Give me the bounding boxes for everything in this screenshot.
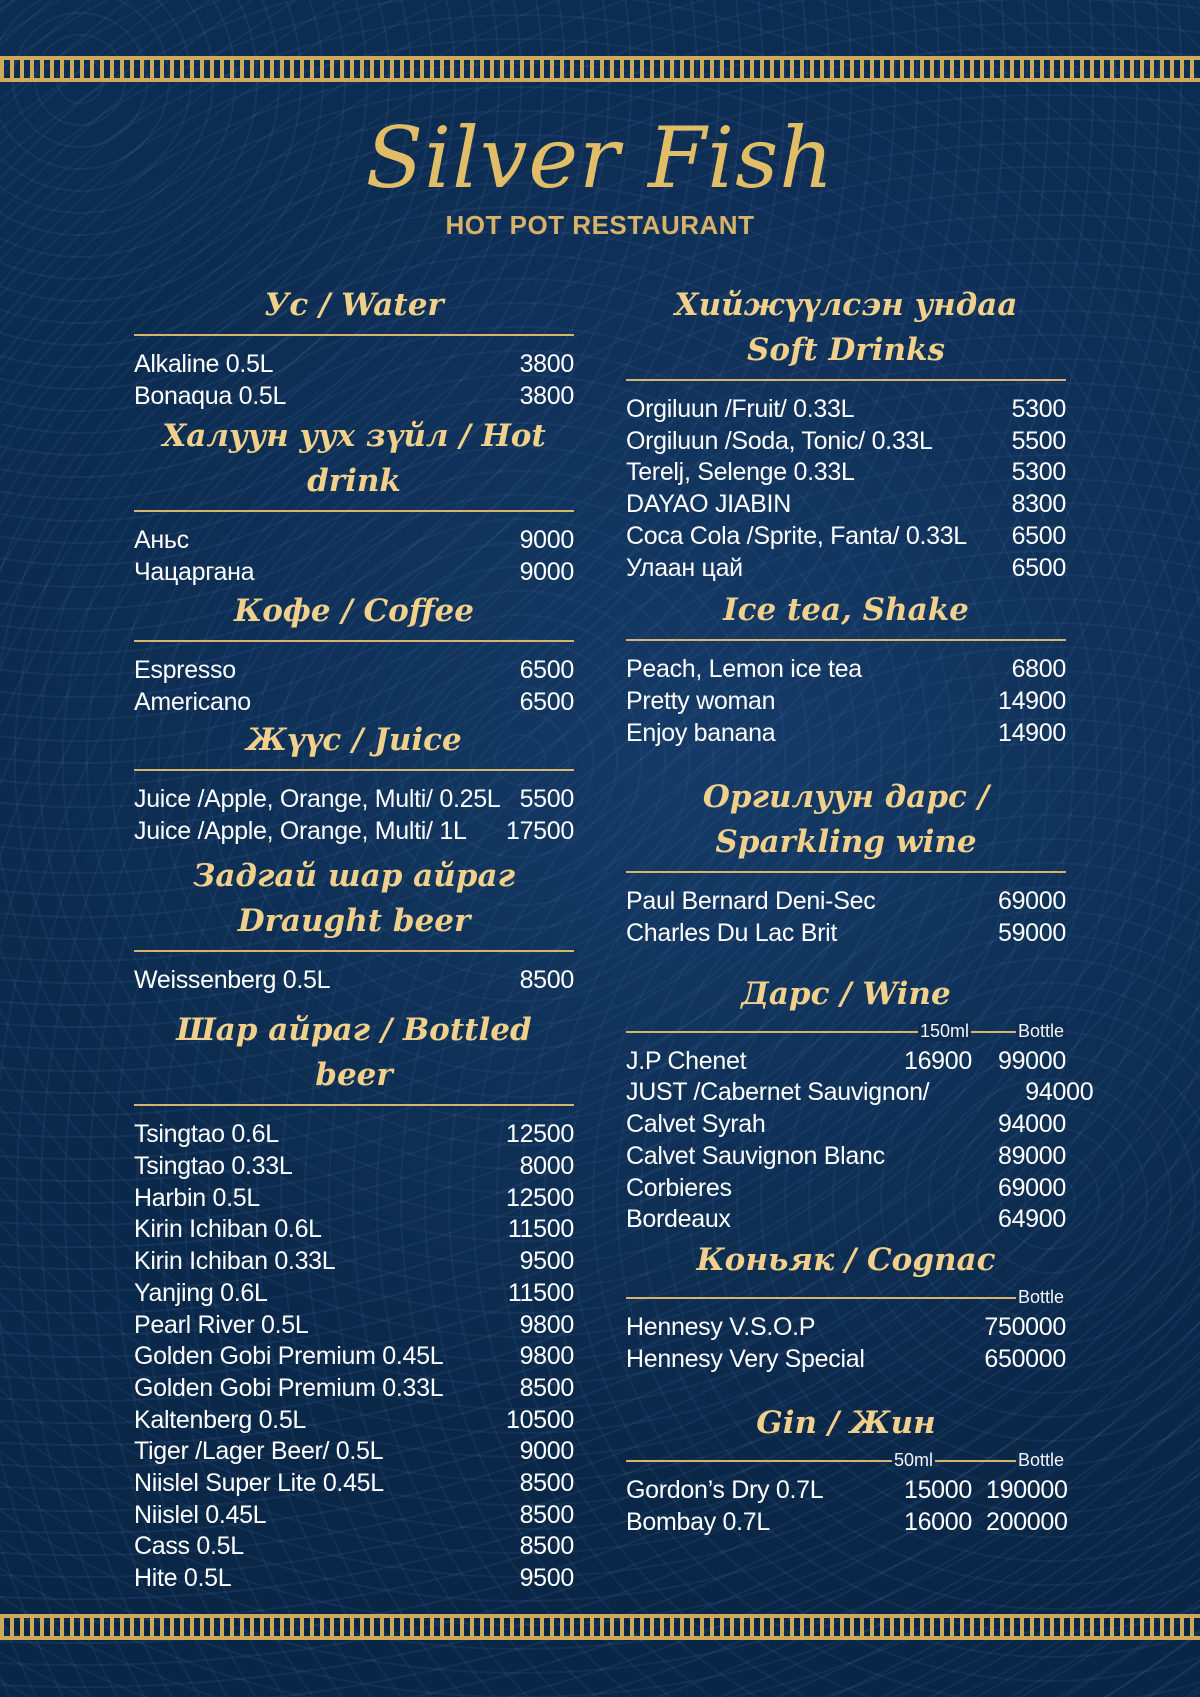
column-header-150ml: 150ml: [920, 1020, 970, 1041]
section-coffee: [134, 589, 574, 718]
item-price: 10500: [505, 1405, 574, 1434]
item-price: 6500: [1011, 553, 1066, 582]
item-price: 750000: [984, 1312, 1066, 1341]
wine-list: [626, 1046, 1094, 1236]
item-name: Bonaqua 0.5L: [134, 381, 287, 410]
menu-item: [134, 687, 574, 719]
item-price: 9000: [519, 526, 574, 555]
menu-item: [134, 1310, 574, 1342]
column-header-50ml: 50ml: [894, 1450, 934, 1471]
menu-item: [134, 1468, 574, 1500]
divider: [626, 379, 1066, 381]
section-heading: Дарс / Wine: [741, 975, 951, 1012]
menu-item: [134, 1341, 574, 1373]
section-juice: [134, 718, 574, 847]
item-price: 9500: [519, 1247, 574, 1276]
menu-item: [134, 784, 574, 816]
section-cognac: [626, 1238, 1066, 1375]
menu-left-column: [134, 283, 574, 1595]
item-price-bottle: 200000: [986, 1508, 1068, 1537]
item-price-glass: [929, 1077, 999, 1109]
menu-item: [626, 1312, 1066, 1344]
item-name: Pearl River 0.5L: [134, 1310, 309, 1339]
item-price: 6500: [519, 655, 574, 684]
item-price-glass: 16000: [903, 1508, 972, 1537]
section-sparkling-wine: [626, 775, 1066, 949]
section-heading: Draught beer: [237, 902, 471, 939]
bottled-beer-list: [134, 1119, 574, 1595]
menu-item: [626, 553, 1066, 585]
section-heading: Хийжүүлсэн ундаа: [674, 287, 1018, 323]
section-water: [134, 283, 574, 412]
item-prices: [902, 1204, 1066, 1236]
item-name: Paul Bernard Deni-Sec: [626, 887, 876, 916]
item-price: 8300: [1011, 490, 1066, 519]
item-name: Americano: [134, 687, 251, 716]
item-name: Kirin Ichiban 0.6L: [134, 1215, 322, 1244]
section-bottled-beer: [134, 1008, 574, 1595]
section-wine: [626, 972, 1094, 1236]
soft-drinks-list: [626, 394, 1066, 584]
top-meander-border: [0, 56, 1200, 82]
item-price-glass: [902, 1109, 972, 1141]
item-price: 8500: [519, 1532, 574, 1561]
item-name: Weissenberg 0.5L: [134, 965, 331, 994]
section-heading: Шар айраг / Bottled beer: [176, 1012, 532, 1094]
menu-item: [626, 654, 1066, 686]
gin-list: [626, 1475, 1066, 1538]
item-name: DAYAO JIABIN: [626, 490, 791, 519]
menu-item: [134, 1563, 574, 1595]
item-name: Kaltenberg 0.5L: [134, 1405, 307, 1434]
menu-item: [626, 521, 1066, 553]
item-price: 9000: [519, 1437, 574, 1466]
item-name: Espresso: [134, 655, 236, 684]
menu-item: [134, 525, 574, 557]
item-price: 8500: [519, 965, 574, 994]
item-price-glass: [902, 1141, 972, 1173]
item-name: Orgiluun /Soda, Tonic/ 0.33L: [626, 426, 933, 455]
item-price-bottle: 64900: [997, 1205, 1066, 1234]
section-draught-beer: [134, 854, 574, 997]
item-name: Corbieres: [626, 1173, 732, 1202]
divider: [134, 640, 574, 642]
section-heading: Коньяк / Cognac: [696, 1241, 996, 1278]
item-name: Yanjing 0.6L: [134, 1278, 268, 1307]
menu-item: [626, 1507, 1066, 1539]
section-heading: Soft Drinks: [747, 332, 945, 368]
item-prices: [902, 1507, 1066, 1539]
section-heading: Задгай шар айраг: [192, 857, 516, 894]
item-name: Orgiluun /Fruit/ 0.33L: [626, 395, 855, 423]
item-price-glass: 16900: [903, 1046, 972, 1075]
item-price-bottle: 99000: [997, 1046, 1066, 1075]
item-name: Niislel 0.45L: [134, 1500, 267, 1529]
menu-item: [626, 886, 1066, 918]
menu-item: [134, 655, 574, 687]
menu-item: [626, 1109, 1066, 1141]
menu-item: [626, 1173, 1066, 1205]
item-name: Gordon’s Dry 0.7L: [626, 1476, 824, 1505]
item-price: 5300: [1011, 458, 1066, 487]
item-name: Hennesy Very Special: [626, 1344, 865, 1373]
divider: [626, 1286, 1066, 1307]
item-name: Kirin Ichiban 0.33L: [134, 1247, 336, 1276]
menu-right-column: [626, 283, 1094, 1539]
menu-item: [626, 1141, 1066, 1173]
item-name: Hennesy V.S.O.P: [626, 1312, 816, 1341]
menu-item: [134, 816, 574, 848]
menu-item: [626, 1046, 1066, 1078]
section-hot-drink: [134, 414, 574, 588]
divider: [626, 639, 1066, 641]
item-name: J.P Chenet: [626, 1046, 747, 1075]
item-name: Golden Gobi Premium 0.45L: [134, 1342, 444, 1371]
menu-item: [626, 1475, 1066, 1507]
item-price: 17500: [505, 816, 574, 845]
item-name: Улаан цай: [626, 553, 743, 582]
item-price-bottle: 190000: [986, 1476, 1068, 1505]
item-price-bottle: 94000: [997, 1110, 1066, 1139]
item-name: Coca Cola /Sprite, Fanta/ 0.33L: [626, 521, 967, 550]
item-name: Charles Du Lac Brit: [626, 919, 838, 948]
item-price: 14900: [997, 718, 1066, 747]
item-price: 9800: [519, 1310, 574, 1339]
section-heading: Ice tea, Shake: [723, 592, 969, 629]
item-name: Bombay 0.7L: [626, 1508, 771, 1537]
item-price-glass: 15000: [903, 1476, 972, 1505]
menu-item: [134, 1436, 574, 1468]
divider: [134, 1104, 574, 1106]
divider: [134, 334, 574, 336]
divider: [134, 769, 574, 771]
item-name: Peach, Lemon ice tea: [626, 655, 862, 684]
restaurant-subtitle: HOT POT RESTAURANT: [445, 210, 755, 240]
item-price: 11500: [507, 1215, 574, 1244]
item-name: Juice /Apple, Orange, Multi/ 0.25L: [134, 785, 501, 814]
item-price: 5300: [1011, 395, 1066, 423]
item-price: 8000: [519, 1152, 574, 1181]
item-price: 3800: [519, 350, 574, 378]
item-name: Golden Gobi Premium 0.33L: [134, 1373, 444, 1402]
cognac-list: [626, 1312, 1066, 1375]
item-name: Harbin 0.5L: [134, 1183, 260, 1212]
item-price: 5500: [1011, 426, 1066, 455]
menu-item: [626, 489, 1066, 521]
item-price: 5500: [519, 785, 574, 814]
ice-tea-list: [626, 654, 1066, 749]
item-name: Calvet Syrah: [626, 1110, 766, 1139]
section-heading: Ус / Water: [264, 287, 444, 323]
item-price-glass: [902, 1204, 972, 1236]
menu-item: [134, 349, 574, 381]
restaurant-logo: [0, 108, 1200, 242]
item-price: 69000: [997, 887, 1066, 916]
menu-item: [134, 1531, 574, 1563]
item-price: 11500: [507, 1278, 574, 1307]
column-header-bottle: Bottle: [1017, 1020, 1064, 1041]
item-name: Niislel Super Lite 0.45L: [134, 1469, 384, 1498]
menu-item: [134, 1246, 574, 1278]
item-price: 59000: [997, 919, 1066, 948]
item-price: 12500: [505, 1183, 574, 1212]
menu-item: [134, 965, 574, 997]
item-prices: [902, 1173, 1066, 1205]
item-price: 9800: [519, 1342, 574, 1371]
item-name: Bordeaux: [626, 1205, 731, 1234]
section-ice-tea: [626, 588, 1066, 749]
item-name: Pretty woman: [626, 686, 776, 715]
menu-item: [134, 1119, 574, 1151]
menu-item: [134, 1405, 574, 1437]
item-price: 12500: [505, 1120, 574, 1149]
menu-item: [626, 426, 1066, 458]
item-price: 8500: [519, 1469, 574, 1498]
item-price: 3800: [519, 381, 574, 410]
column-header-bottle: Bottle: [1017, 1450, 1064, 1471]
menu-item: [626, 457, 1066, 489]
menu-item: [626, 918, 1066, 950]
menu-item: [626, 686, 1066, 718]
section-heading: Халуун ууx зүйл / Hot drink: [162, 418, 546, 500]
section-heading: Кофе / Coffee: [234, 592, 474, 629]
column-header-bottle: Bottle: [1017, 1286, 1064, 1307]
divider: [626, 871, 1066, 873]
menu-item: [134, 1183, 574, 1215]
bottom-meander-border: [0, 1614, 1200, 1640]
item-prices: [929, 1077, 1093, 1109]
item-name: Calvet Sauvignon Blanc: [626, 1141, 885, 1170]
item-price: 6500: [519, 687, 574, 716]
item-prices: [902, 1109, 1066, 1141]
item-prices: [902, 1141, 1066, 1173]
item-name: Hite 0.5L: [134, 1564, 232, 1593]
restaurant-name: Silver Fish: [365, 109, 835, 207]
item-name: Tsingtao 0.33L: [134, 1152, 293, 1181]
item-price-glass: [902, 1173, 972, 1205]
item-price-bottle: 94000: [1025, 1078, 1094, 1107]
section-heading: Gin / Жин: [756, 1405, 936, 1442]
divider: [626, 1020, 1066, 1041]
menu-item: [626, 1344, 1066, 1376]
item-price: 650000: [984, 1344, 1066, 1373]
menu-item: [134, 1214, 574, 1246]
item-price: 6500: [1011, 521, 1066, 550]
menu-item: [134, 1373, 574, 1405]
item-price: 9500: [519, 1564, 574, 1593]
section-heading: Оргилуун дарс / Sparkling wine: [702, 779, 990, 861]
menu-item: [134, 1278, 574, 1310]
item-name: JUST /Cabernet Sauvignon/: [626, 1078, 930, 1107]
menu-item: [134, 1500, 574, 1532]
menu-item: [134, 557, 574, 589]
item-price-bottle: 89000: [997, 1141, 1066, 1170]
divider: [134, 510, 574, 512]
menu-item: [626, 1077, 1094, 1109]
item-price: 8500: [519, 1500, 574, 1529]
item-prices: [902, 1475, 1066, 1507]
item-price-bottle: 69000: [997, 1173, 1066, 1202]
menu-item: [626, 394, 1066, 426]
item-price: 8500: [519, 1373, 574, 1402]
item-name: Tsingtao 0.6L: [134, 1120, 279, 1149]
section-soft-drinks: [626, 283, 1066, 584]
item-name: Чацаргана: [134, 558, 255, 587]
menu-item: [626, 1204, 1066, 1236]
item-name: Terelj, Selenge 0.33L: [626, 458, 855, 487]
sparkling-wine-list: [626, 886, 1066, 949]
item-name: Cass 0.5L: [134, 1532, 244, 1561]
item-name: Enjoy banana: [626, 718, 776, 747]
item-prices: [902, 1046, 1066, 1078]
item-name: Tiger /Lager Beer/ 0.5L: [134, 1437, 384, 1466]
menu-item: [134, 1151, 574, 1183]
item-name: Аньс: [134, 526, 189, 555]
section-gin: [626, 1401, 1066, 1538]
menu-item: [626, 718, 1066, 750]
section-heading: Жүүс / Juice: [246, 722, 462, 759]
item-name: Juice /Apple, Orange, Multi/ 1L: [134, 816, 467, 845]
divider: [626, 1450, 1066, 1471]
divider: [134, 950, 574, 952]
item-name: Alkaline 0.5L: [134, 350, 274, 378]
item-price: 6800: [1011, 655, 1066, 684]
item-price: 9000: [519, 558, 574, 587]
item-price: 14900: [997, 686, 1066, 715]
menu-item: [134, 381, 574, 413]
